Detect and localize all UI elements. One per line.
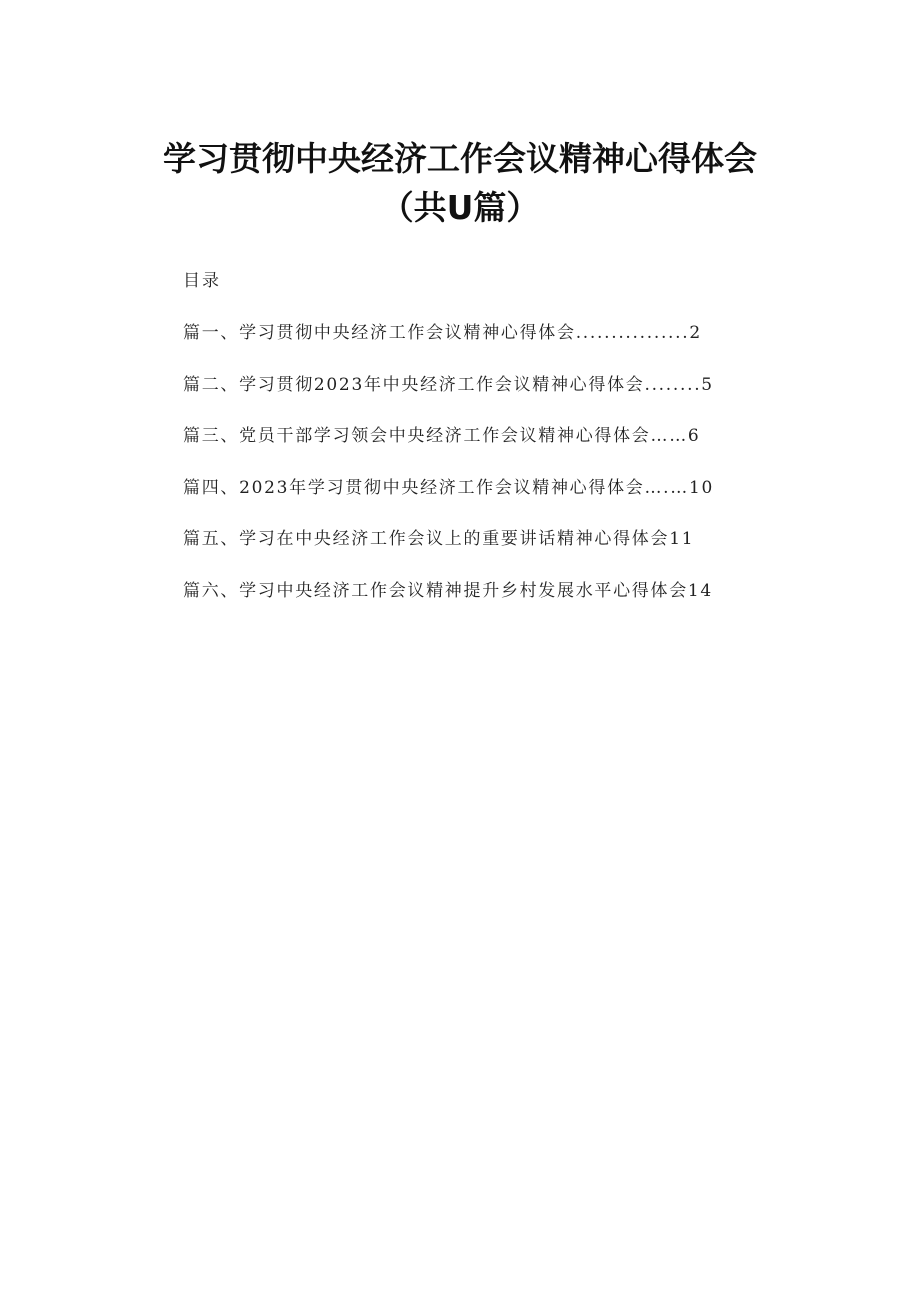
table-of-contents <box>183 320 783 630</box>
title-line-main: 学习贯彻中央经济工作会议精神心得体会 <box>163 139 757 178</box>
document-title <box>0 136 920 231</box>
toc-entry-3[interactable]: 篇三、党员干部学习领会中央经济工作会议精神心得体会……6 <box>183 426 701 447</box>
toc-heading: 目录 <box>183 271 221 291</box>
toc-entry-4[interactable]: 篇四、2023年学习贯彻中央经济工作会议精神心得体会….…10 <box>183 477 714 498</box>
title-line-count: （共U篇） <box>380 188 540 227</box>
toc-entry-2[interactable]: 篇二、学习贯彻2023年中央经济工作会议精神心得体会........5 <box>183 374 714 395</box>
toc-entry-5[interactable]: 篇五、学习在中央经济工作会议上的重要讲话精神心得体会11 <box>183 529 695 550</box>
toc-entry-1[interactable]: 篇一、学习贯彻中央经济工作会议精神心得体会................2 <box>183 323 702 343</box>
toc-entry-6[interactable]: 篇六、学习中央经济工作会议精神提升乡村发展水平心得体会14 <box>183 580 713 601</box>
